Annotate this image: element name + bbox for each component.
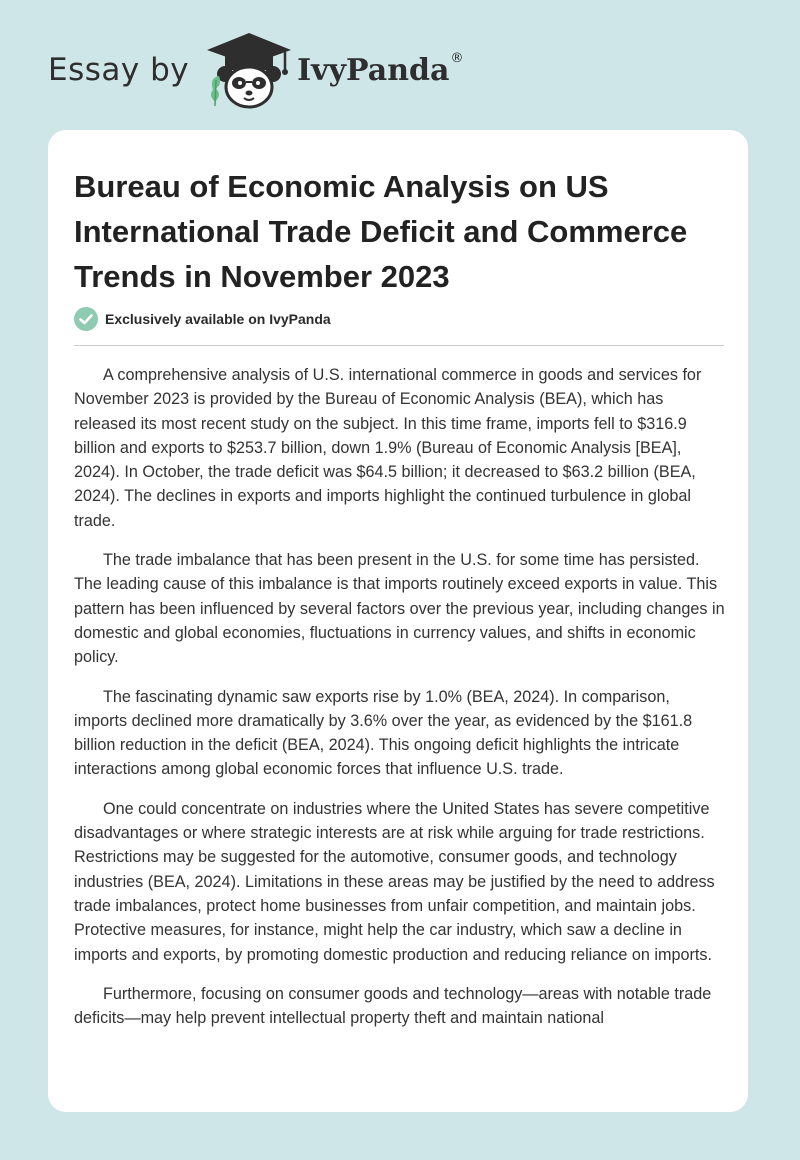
paragraph: The fascinating dynamic saw exports rise by 1.0% (BEA, 2024). In comparison, imports declined more dramatically by 3.6% over the year, as evidenced by the $161.8 billion reduction in the deficit (BEA, 2024). This ongoing deficit highlights the intricate interactions among global economic forces that influence U.S. trade. <box>74 687 693 779</box>
exclusive-label: Exclusively available on IvyPanda <box>105 311 331 327</box>
paragraph: One could concentrate on industries where the United States has severe competitive disadvantages or where strategic interests are at risk while arguing for trade restrictions. Restrictions may be suggested for the automotive, consumer goods, and technology industries (BEA, 2024). Limitations in these areas may be justified by the need to address trade imbalances, protect home businesses from unfair competition, and maintain jobs. Protective measures, for instance, might help the car industry, which saw a decline in imports and exports, by promoting domestic production and reducing reliance on imports. <box>74 799 715 964</box>
paragraph: The trade imbalance that has been present in the U.S. for some time has persisted. The leading cause of this imbalance is that imports routinely exceed exports in value. This pattern has been influenced by several factors over the previous year, including changes in domestic and global economies, fluctuations in currency values, and shifts in economic policy. <box>74 551 725 667</box>
brand-prefix: Essay by <box>48 52 190 88</box>
brand-name: IvyPanda <box>297 52 450 88</box>
paragraph: Furthermore, focusing on consumer goods and technology—areas with notable trade deficits—may help prevent intellectual property theft and maintain national <box>74 984 712 1028</box>
brand-header[interactable] <box>48 30 463 110</box>
divider <box>74 345 724 346</box>
paragraph: A comprehensive analysis of U.S. international commerce in goods and services for November 2023 is provided by the Bureau of Economic Analysis (BEA), which has released its most recent study on the subject. In this time frame, imports fell to $316.9 billion and exports to $253.7 billion, down 1.9% (Bureau of Economic Analysis [BEA], 2024). In October, the trade deficit was $64.5 billion; it decreased to $63.2 billion (BEA, 2024). The declines in exports and imports highlight the continued turbulence in global trade. <box>74 366 702 530</box>
essay-body <box>74 363 726 1045</box>
panda-graduation-cap-logo-icon <box>203 30 295 110</box>
page-title: Bureau of Economic Analysis on US International Trade Deficit and Commerce Trends in November 2023 <box>74 169 688 294</box>
exclusive-badge <box>74 307 331 331</box>
essay-card <box>48 130 748 1112</box>
check-circle-icon <box>74 307 98 331</box>
registered-mark: ® <box>450 50 464 66</box>
